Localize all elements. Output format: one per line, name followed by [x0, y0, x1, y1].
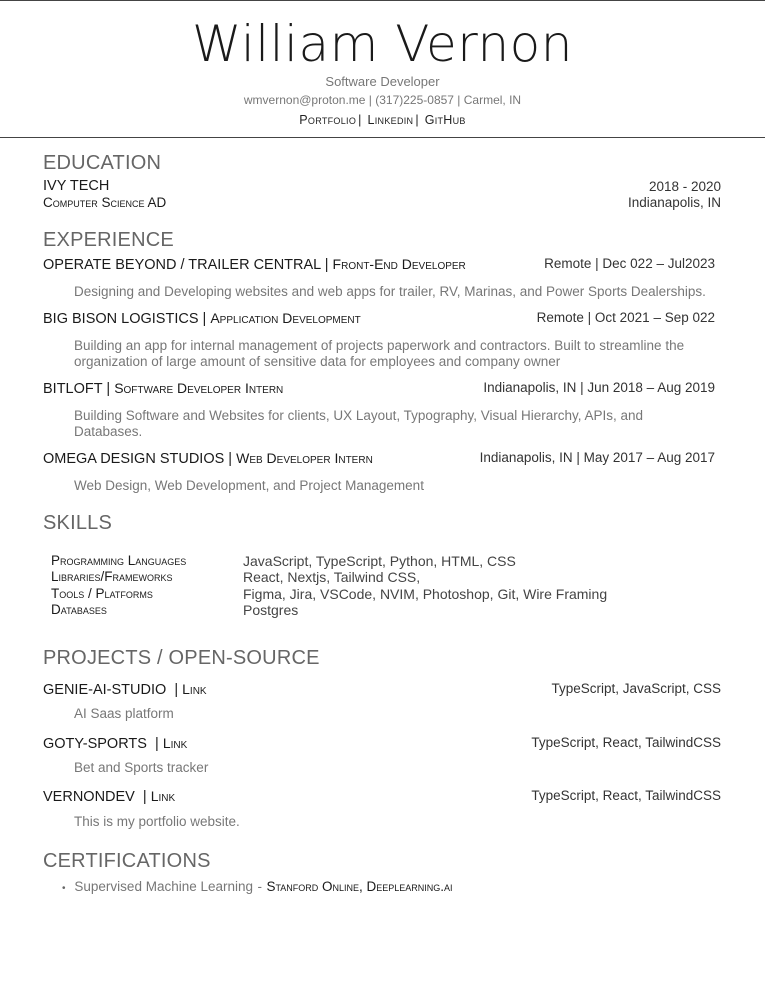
project-entry: VERNONDEV | Link	[43, 788, 176, 805]
education-dates: 2018 - 2020	[648, 179, 721, 194]
job-role: Front-End Developer	[332, 256, 466, 272]
project-entry: GOTY-SPORTS | Link	[43, 735, 188, 752]
project-description: AI Saas platform	[74, 706, 174, 721]
link-separator: |	[415, 113, 419, 127]
project-link[interactable]: Link	[162, 735, 188, 751]
project-tech: TypeScript, React, TailwindCSS	[531, 788, 721, 803]
education-heading: EDUCATION	[43, 152, 162, 174]
contact-line: wmvernon@proton.me | (317)225-0857 | Carmel, IN	[243, 93, 522, 107]
job-role: Application Development	[210, 310, 361, 326]
certification-name: Supervised Machine Learning	[74, 879, 254, 894]
skill-values: React, Nextjs, Tailwind CSS,	[243, 569, 421, 585]
project-description: This is my portfolio website.	[74, 814, 240, 829]
project-entry: GENIE-AI-STUDIO | Link	[43, 681, 207, 698]
project-link[interactable]: Link	[150, 788, 176, 804]
certification-item	[62, 878, 453, 896]
company-name: OPERATE BEYOND / TRAILER CENTRAL	[43, 257, 321, 273]
job-role: Software Developer Intern	[114, 380, 284, 396]
skill-values: JavaScript, TypeScript, Python, HTML, CSS	[243, 553, 516, 569]
experience-meta: Remote | Dec 022 – Jul2023	[544, 256, 715, 271]
projects-heading: PROJECTS / OPEN-SOURCE	[43, 647, 320, 669]
project-name: VERNONDEV	[43, 789, 135, 805]
skill-values: Postgres	[243, 602, 299, 618]
link-separator: |	[358, 113, 362, 127]
skill-values: Figma, Jira, VSCode, NVIM, Photoshop, Git, Wire Framing	[243, 586, 608, 602]
experience-description: Designing and Developing websites and web apps for trailer, RV, Marinas, and Power Sports Dealerships.	[74, 284, 706, 299]
skill-category: Tools / Platforms	[51, 586, 153, 601]
skills-heading: SKILLS	[43, 512, 113, 534]
candidate-name: William Vernon	[192, 15, 573, 73]
project-link[interactable]: Link	[182, 681, 207, 697]
job-title: Software Developer	[325, 74, 440, 89]
experience-entry: BIG BISON LOGISTICS | Application Development	[43, 310, 361, 327]
experience-entry: OPERATE BEYOND / TRAILER CENTRAL | Front-End Developer	[43, 256, 466, 273]
experience-heading: EXPERIENCE	[43, 229, 174, 251]
experience-description: Web Design, Web Development, and Project Management	[74, 478, 424, 493]
degree-name: Computer Science AD	[43, 195, 167, 210]
experience-meta: Indianapolis, IN | Jun 2018 – Aug 2019	[483, 380, 715, 395]
profile-links	[0, 113, 765, 127]
skill-category: Programming Languages	[51, 553, 187, 568]
company-name: OMEGA DESIGN STUDIOS	[43, 451, 225, 467]
school-name: IVY TECH	[43, 178, 110, 194]
certifications-heading: CERTIFICATIONS	[43, 850, 211, 872]
experience-meta: Indianapolis, IN | May 2017 – Aug 2017	[479, 450, 715, 465]
skill-category: Databases	[51, 602, 107, 617]
job-role: Web Developer Intern	[236, 450, 373, 466]
resume-header	[0, 14, 765, 127]
company-name: BITLOFT	[43, 381, 103, 397]
certification-dash: -	[257, 879, 262, 894]
skill-category: Libraries/Frameworks	[51, 569, 173, 584]
linkedin-link[interactable]: Linkedin	[367, 113, 414, 127]
experience-description: Building an app for internal management of projects paperwork and contractors. Built to streamline the organization of large amount of sensitive data for employees and company owner	[74, 338, 685, 369]
project-tech: TypeScript, React, TailwindCSS	[531, 735, 721, 750]
experience-entry: OMEGA DESIGN STUDIOS | Web Developer Intern	[43, 450, 373, 467]
top-rule	[0, 0, 765, 1]
portfolio-link[interactable]: Portfolio	[299, 113, 357, 127]
project-description: Bet and Sports tracker	[74, 760, 209, 775]
project-name: GOTY-SPORTS	[43, 736, 147, 752]
experience-meta: Remote | Oct 2021 – Sep 022	[536, 310, 715, 325]
experience-entry: BITLOFT | Software Developer Intern	[43, 380, 284, 397]
experience-description: Building Software and Websites for clients, UX Layout, Typography, Visual Hierarchy, APIs, and Databases.	[74, 408, 644, 439]
github-link[interactable]: GitHub	[424, 113, 466, 127]
project-tech: TypeScript, JavaScript, CSS	[551, 681, 721, 696]
education-location: Indianapolis, IN	[627, 195, 721, 210]
certification-issuer: Stanford Online, Deeplearning.ai	[266, 879, 453, 894]
bullet-icon: •	[62, 883, 66, 894]
project-name: GENIE-AI-STUDIO	[43, 682, 167, 698]
header-divider	[0, 137, 765, 138]
company-name: BIG BISON LOGISTICS	[43, 311, 199, 327]
